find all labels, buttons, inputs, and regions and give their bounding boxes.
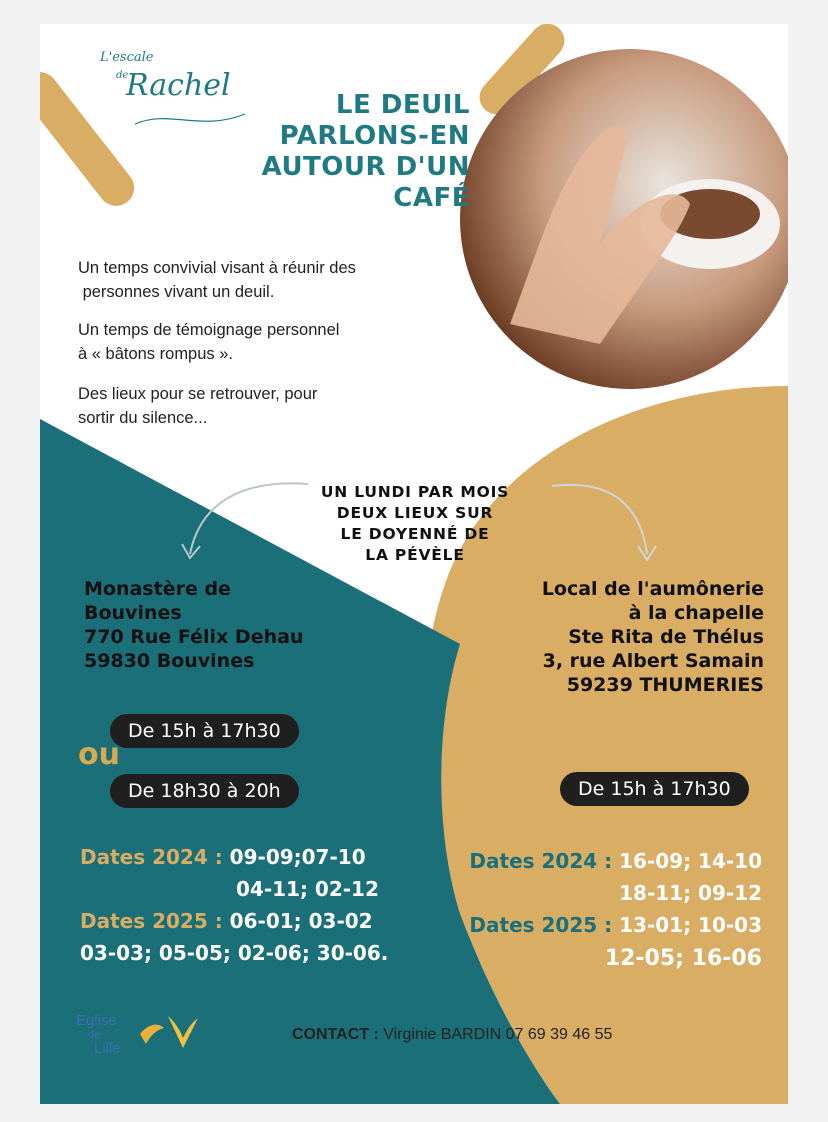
eglise-line-3: Lille <box>94 1040 121 1057</box>
logo-rachel: Rachel <box>126 68 231 103</box>
left-dates-2025-line2: 03-03; 05-05; 02-06; 30-06. <box>80 941 389 965</box>
right-venue-address: Local de l'aumônerie à la chapelle Ste Rita de Thélus 3, rue Albert Samain 59239 THUMERIES <box>541 578 764 696</box>
intro-paragraph-3: Des lieux pour se retrouver, pour sortir du silence... <box>78 385 318 427</box>
title-line-4: CAFÉ <box>393 183 470 213</box>
or-label: ou <box>78 737 120 772</box>
eglise-line-2: de <box>88 1029 101 1041</box>
banner-line-1: UN LUNDI PAR MOIS <box>320 483 510 501</box>
left-dates-2024 <box>80 842 366 872</box>
contact-line <box>292 1026 612 1044</box>
page-title <box>170 90 470 214</box>
left-dates-2024-label: Dates 2024 : <box>80 845 223 869</box>
schedule-banner <box>280 482 550 566</box>
left-dates-2025-label: Dates 2025 : <box>80 909 223 933</box>
title-line-2: PARLONS-EN <box>279 121 470 151</box>
left-time-slot-1: De 15h à 17h30 <box>110 714 299 748</box>
right-dates-2024-line1: 16-09; 14-10 <box>612 849 762 873</box>
intro-paragraph-2: Un temps de témoignage personnel à « bâtons rompus ». <box>78 321 340 363</box>
intro-paragraph-1: Un temps convivial visant à réunir des personnes vivant un deuil. <box>78 259 356 301</box>
banner-line-4: LA PÉVÈLE <box>365 546 465 564</box>
right-time-slot: De 15h à 17h30 <box>560 772 749 806</box>
right-dates-2025-label: Dates 2025 : <box>469 913 613 937</box>
contact-label: CONTACT : <box>292 1026 379 1043</box>
right-dates-2024 <box>469 846 762 876</box>
right-dates-2025-line2: 12-05; 16-06 <box>604 946 762 971</box>
title-line-1: LE DEUIL <box>335 90 470 120</box>
banner-line-3: LE DOYENNÉ DE <box>340 525 490 543</box>
left-time-slot-2: De 18h30 à 20h <box>110 774 299 808</box>
logo-line-2: de <box>116 70 129 81</box>
eglise-de-lille-logo <box>76 1014 121 1056</box>
right-dates-2024-label: Dates 2024 : <box>469 849 613 873</box>
banner-line-2: DEUX LIEUX SUR <box>336 504 494 522</box>
left-dates-2024-line1: 09-09;07-10 <box>222 845 366 869</box>
eglise-line-1: Eglise <box>76 1012 117 1029</box>
left-dates-2025 <box>80 906 373 936</box>
logo-line-1: L'escale <box>100 50 154 65</box>
left-dates-2024-line2: 04-11; 02-12 <box>236 877 379 901</box>
left-dates-2025-line1: 06-01; 03-02 <box>222 909 373 933</box>
left-venue-address: Monastère de Bouvines 770 Rue Félix Dehau 59830 Bouvines <box>84 578 304 672</box>
right-dates-2025-line1: 13-01; 10-03 <box>612 913 762 937</box>
title-line-3: AUTOUR D'UN <box>261 152 470 182</box>
flyer-page <box>40 24 788 1104</box>
contact-value: Virginie BARDIN 07 69 39 46 55 <box>378 1026 613 1043</box>
right-dates-2024-line2: 18-11; 09-12 <box>619 881 762 905</box>
right-dates-2025 <box>469 910 762 940</box>
